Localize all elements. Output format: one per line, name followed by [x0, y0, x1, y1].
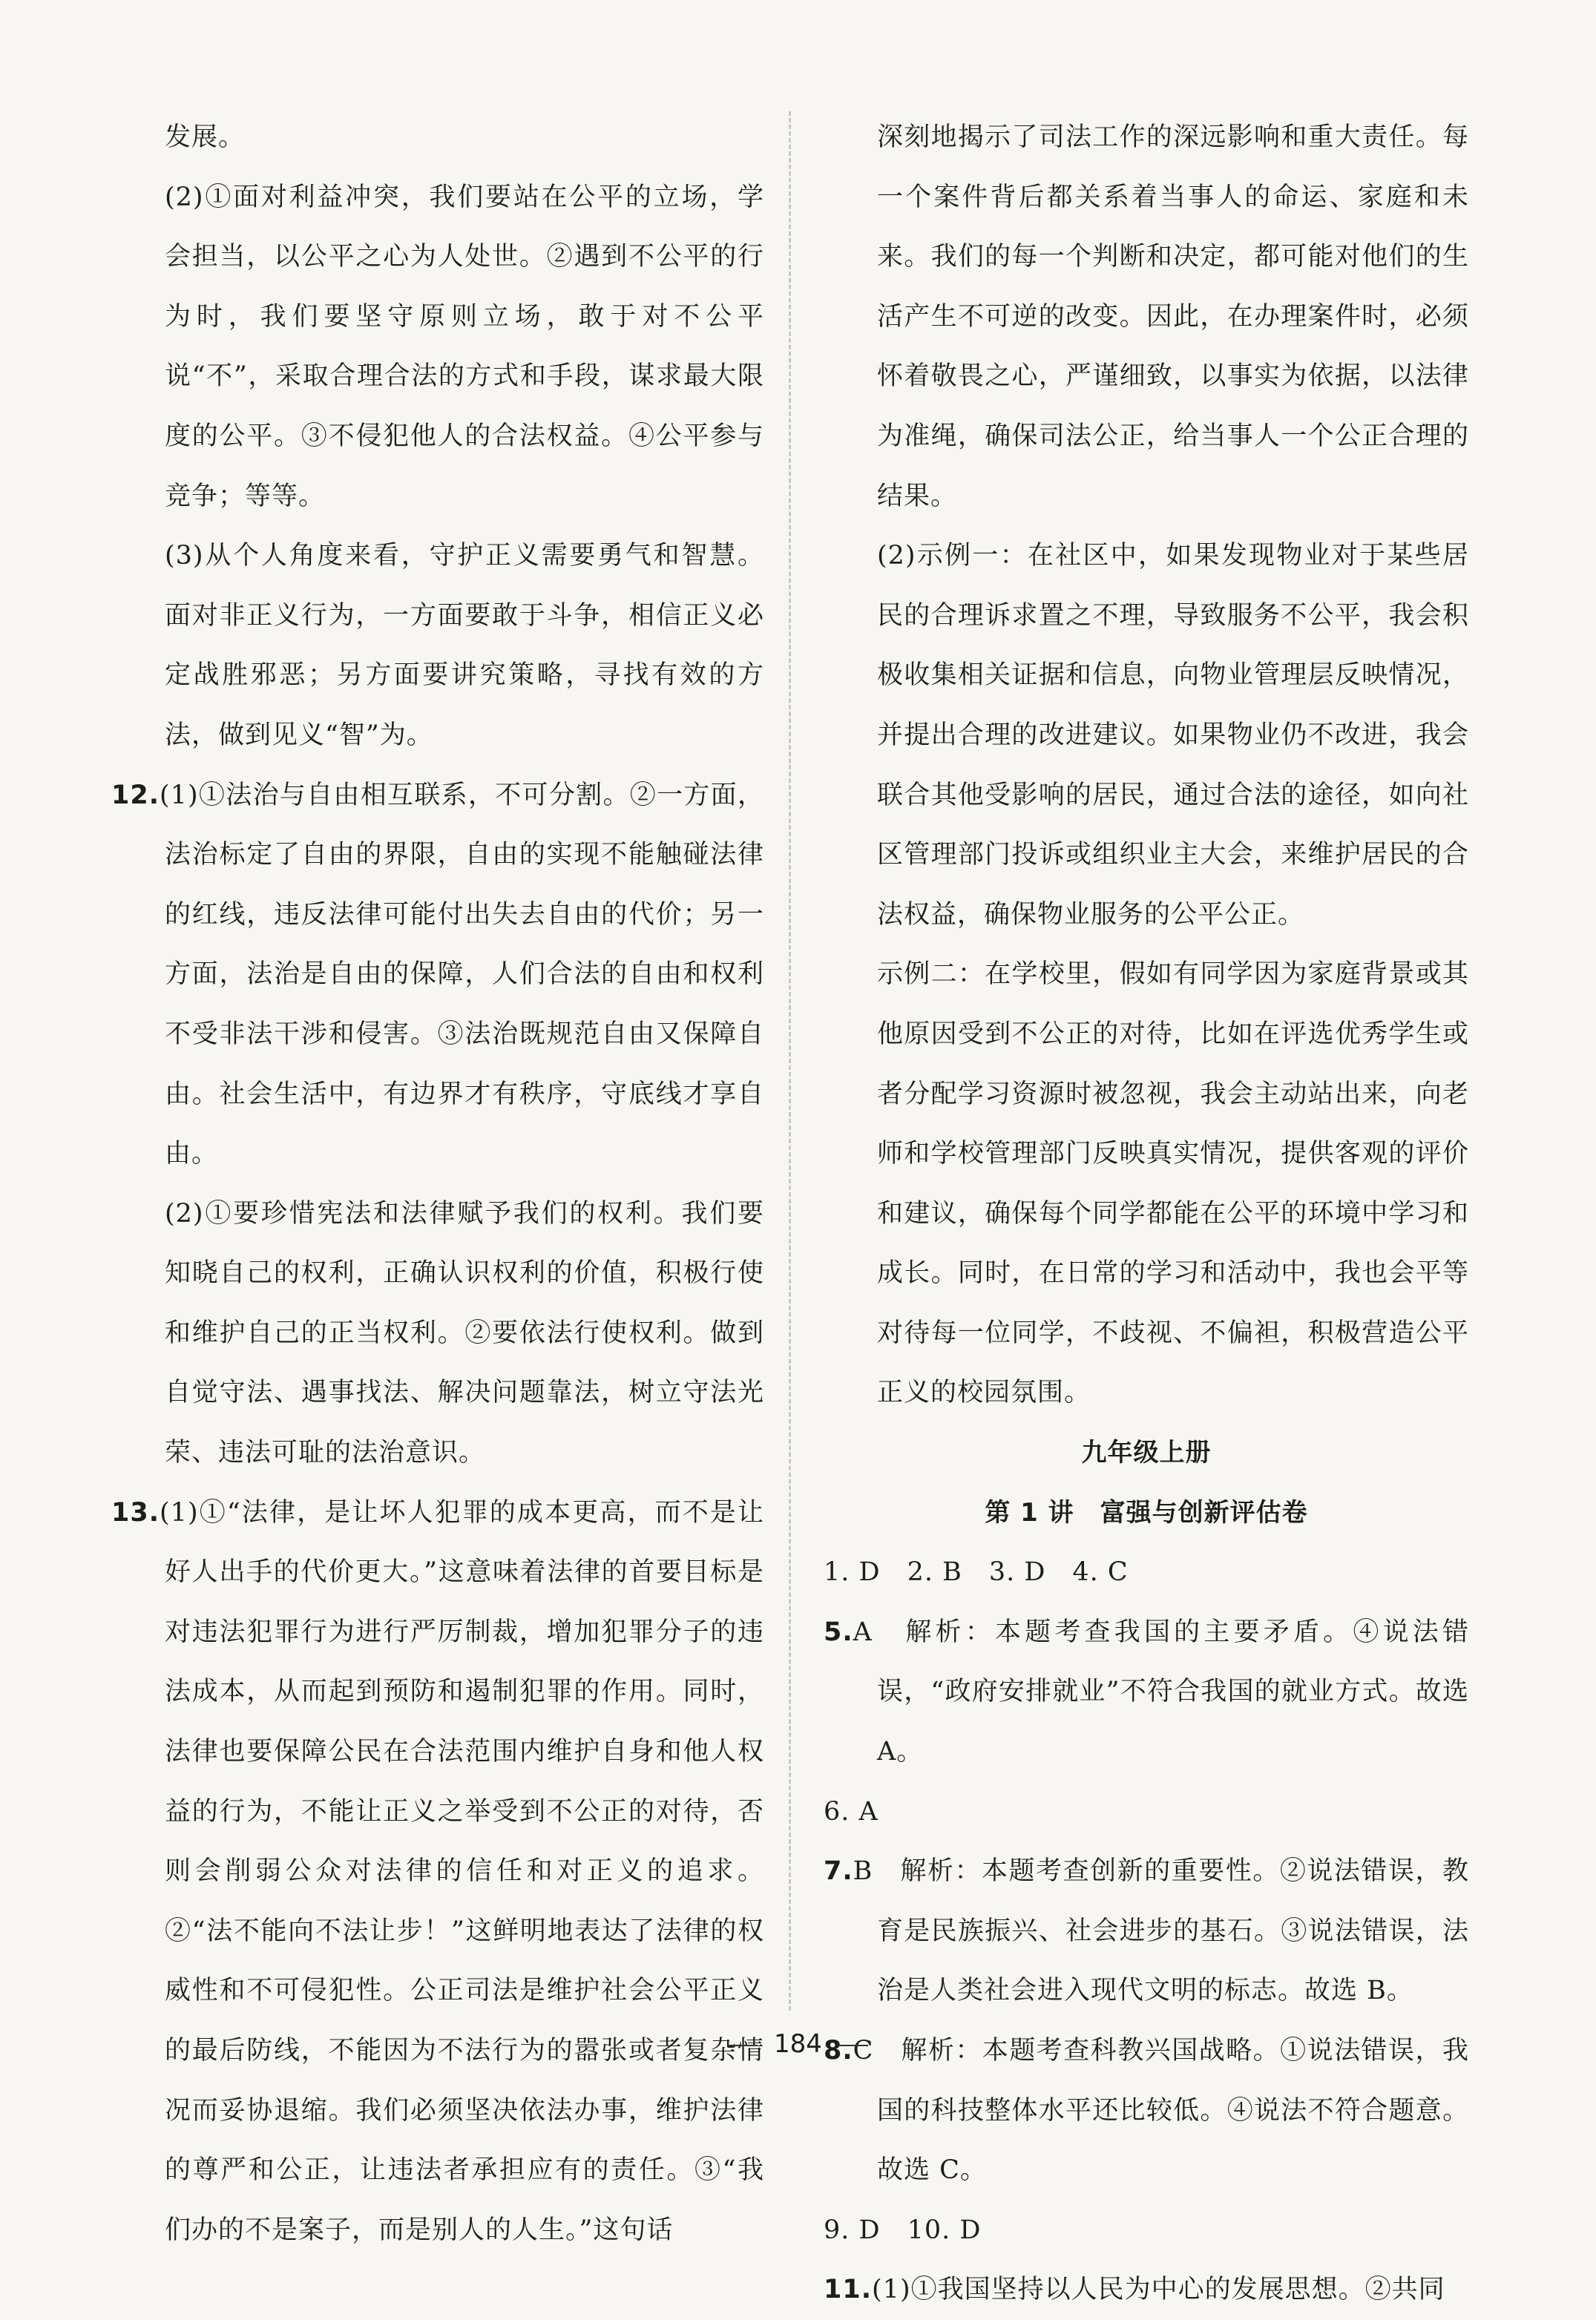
question-number: 5. — [824, 1617, 853, 1647]
page-number: 184 — [774, 2029, 822, 2059]
answer-paragraph — [824, 944, 1469, 1423]
paragraph-text: (1)①“法律，是让坏人犯罪的成本更高，而不是让好人出手的代价更大。”这意味着法律的首要目标是对违法犯罪行为进行严厉制裁，增加犯罪分子的违法成本，从而起到预防和遏制犯罪的作用。同时，法律也要保障公民在合法范围内维护自身和他人权益的行为，不能让正义之举受到不公正的对待，否则会削弱公众对法律的信任和对正义的追求。②“法不能向不法让步！”这鲜明地表达了法律的权威性和不可侵犯性。公正司法是维护社会公平正义的最后防线，不能因为不法行为的嚣张或者复杂情况而妥协退缩。我们必须坚决依法办事，维护法律的尊严和公正，让违法者承担应有的责任。③“我们办的不是案子，而是别人的人生。”这句话 — [160, 1497, 764, 2245]
left-column — [111, 108, 764, 2260]
answer-paragraph — [111, 1483, 764, 2261]
answer-paragraph — [111, 766, 764, 1184]
question-number: 13. — [111, 1497, 160, 1528]
paragraph-text: B 解析：本题考查创新的重要性。②说法错误，教育是民族振兴、社会进步的基石。③说法错误，法治是人类社会进入现代文明的标志。故选 B。 — [853, 1856, 1469, 2006]
question-number: 12. — [111, 780, 160, 810]
footer-dash-left — [728, 2045, 758, 2046]
answer-paragraph — [824, 1841, 1469, 2021]
answer-paragraph — [111, 108, 764, 168]
paragraph-text: (1)①法治与自由相互联系，不可分割。②一方面，法治标定了自由的界限，自由的实现不能触碰法律的红线，违反法律可能付出失去自由的代价；另一方面，法治是自由的保障，人们合法的自由和权利不受非法干涉和侵害。③法治既规范自由又保障自由。社会生活中，有边界才有秩序，守底线才享自由。 — [160, 780, 764, 1169]
paragraph-text: C 解析：本题考查科教兴国战略。①说法错误，我国的科技整体水平还比较低。④说法不符合题意。故选 C。 — [853, 2036, 1469, 2186]
paragraph-text: 九年级上册 — [1081, 1438, 1212, 1468]
question-number: 11. — [824, 2275, 873, 2305]
paragraph-text: (3)从个人角度来看，守护正义需要勇气和智慧。面对非正义行为，一方面要敢于斗争，相信正义必定战胜邪恶；另方面要讲究策略，寻找有效的方法，做到见义“智”为。 — [165, 541, 764, 750]
paragraph-text: 示例二：在学校里，假如有同学因为家庭背景或其他原因受到不公正的对待，比如在评选优秀学生或者分配学习资源时被忽视，我会主动站出来，向老师和学校管理部门反映真实情况，提供客观的评价和建议，确保每个同学都能在公平的环境中学习和成长。同时，在日常的学习和活动中，我也会平等对待每一位同学，不歧视、不偏袒，积极营造公平正义的校园氛围。 — [877, 959, 1469, 1408]
answer-paragraph — [824, 526, 1469, 944]
paragraph-text: 第 1 讲 富强与创新评估卷 — [985, 1497, 1308, 1528]
answer-paragraph — [111, 168, 764, 527]
answer-paragraph — [824, 2260, 1469, 2320]
answer-paragraph — [824, 1782, 1469, 1842]
column-divider — [789, 111, 791, 2011]
answer-paragraph — [824, 1603, 1469, 1782]
question-number: 7. — [824, 1856, 853, 1887]
right-column — [824, 108, 1469, 2320]
paragraph-text: A 解析：本题考查我国的主要矛盾。④说法错误，“政府安排就业”不符合我国的就业方式。故选 A。 — [853, 1617, 1469, 1767]
question-number: 8. — [824, 2036, 853, 2066]
answer-paragraph — [824, 108, 1469, 526]
paragraph-text: (2)示例一：在社区中，如果发现物业对于某些居民的合理诉求置之不理，导致服务不公平，我会积极收集相关证据和信息，向物业管理层反映情况，并提出合理的改进建议。如果物业仍不改进，我会联合其他受影响的居民，通过合法的途径，如向社区管理部门投诉或组织业主大会，来维护居民的合法权益，确保物业服务的公平公正。 — [877, 541, 1469, 930]
section-heading — [824, 1423, 1469, 1483]
page-footer — [0, 2029, 1596, 2059]
answer-paragraph — [824, 2201, 1469, 2261]
paragraph-text: (1)①我国坚持以人民为中心的发展思想。②共同 — [872, 2275, 1445, 2305]
paragraph-text: 1. D 2. B 3. D 4. C — [824, 1557, 1129, 1588]
footer-dash-right — [838, 2045, 868, 2046]
paragraph-text: 发展。 — [165, 122, 246, 152]
answer-paragraph — [111, 1184, 764, 1483]
paragraph-text: 9. D 10. D — [824, 2215, 982, 2245]
answer-paragraph — [824, 1542, 1469, 1603]
paragraph-text: 6. A — [824, 1796, 879, 1827]
paragraph-text: (2)①要珍惜宪法和法律赋予我们的权利。我们要知晓自己的权利，正确认识权利的价值，积极行使和维护自己的正当权利。②要依法行使权利。做到自觉守法、遇事找法、解决问题靠法，树立守法光荣、违法可耻的法治意识。 — [165, 1198, 764, 1468]
section-heading — [824, 1483, 1469, 1543]
paragraph-text: (2)①面对利益冲突，我们要站在公平的立场，学会担当，以公平之心为人处世。②遇到不公平的行为时，我们要坚守原则立场，敢于对不公平说“不”，采取合理合法的方式和手段，谋求最大限度的公平。③不侵犯他人的合法权益。④公平参与竞争；等等。 — [165, 182, 764, 511]
answer-paragraph — [111, 526, 764, 765]
paragraph-text: 深刻地揭示了司法工作的深远影响和重大责任。每一个案件背后都关系着当事人的命运、家庭和未来。我们的每一个判断和决定，都可能对他们的生活产生不可逆的改变。因此，在办理案件时，必须怀着敬畏之心，严谨细致，以事实为依据，以法律为准绳，确保司法公正，给当事人一个公正合理的结果。 — [877, 122, 1469, 511]
